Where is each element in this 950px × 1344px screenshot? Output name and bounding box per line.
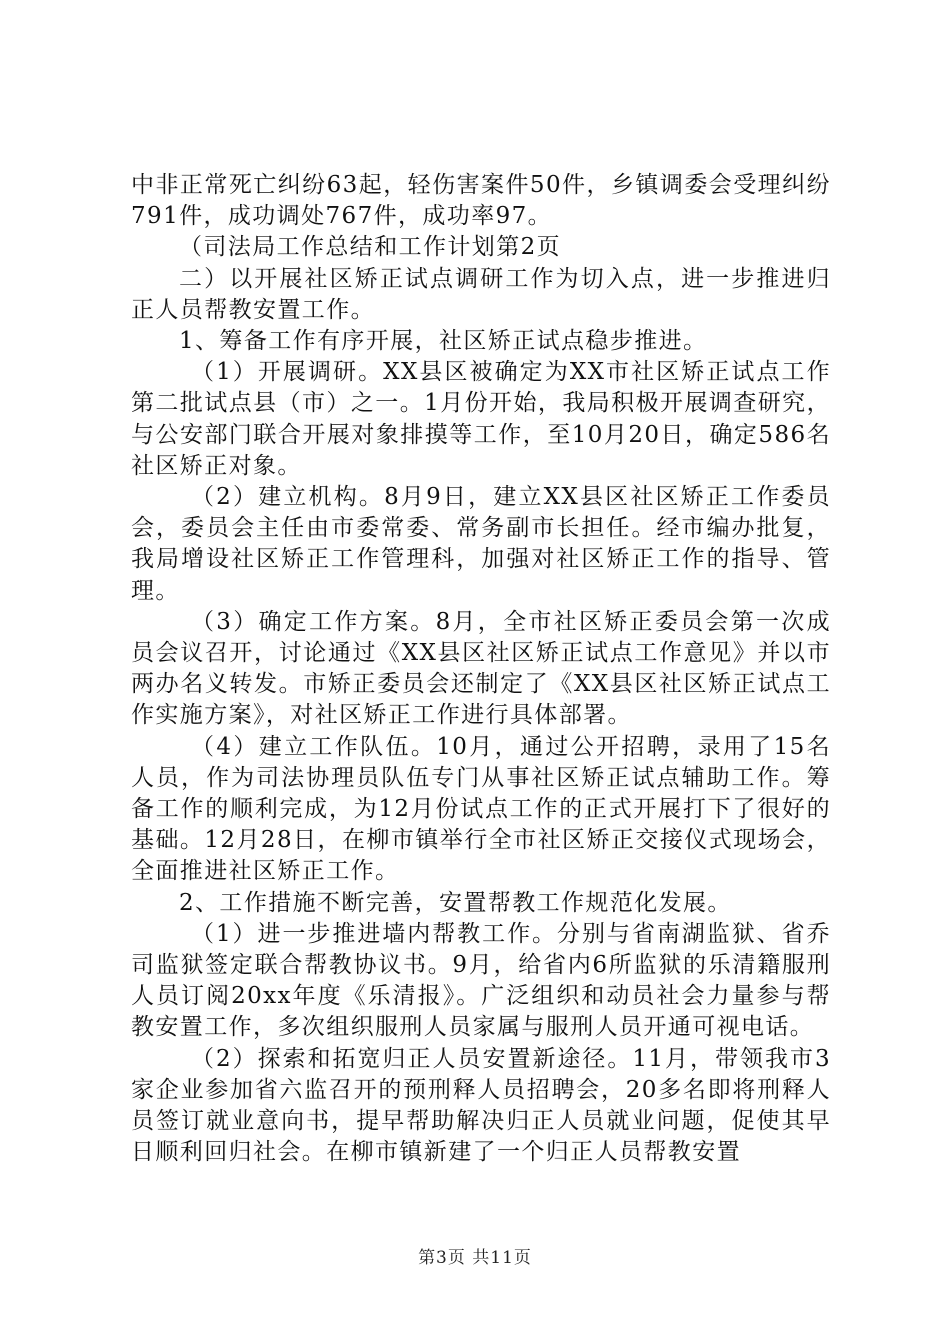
paragraph-page-reference: （司法局工作总结和工作计划第2页 xyxy=(179,234,562,261)
paragraph-item-plan: （3）确定工作方案。8月，全市社区矫正委员会第一次成员会议召开，讨论通过《XX县区社区矫正试点工作意见》并以市两办名义转发。市矫正委员会还制定了《XX县区社区矫正试点工作实施方案》，对社区矫正工作进行具体部署。 xyxy=(131,608,831,729)
paragraph-item-prison-assistance: （1）进一步推进墙内帮教工作。分别与省南湖监狱、省乔司监狱签定联合帮教协议书。9月，给省内6所监狱的乐清籍服刑人员订阅20xx年度《乐清报》。广泛组织和动员社会力量参与帮教安置工作，多次组织服刑人员家属与服刑人员开通可视电话。 xyxy=(131,920,831,1041)
paragraph-item-research: （1）开展调研。XX县区被确定为XX市社区矫正试点工作第二批试点县（市）之一。1月份开始，我局积极开展调查研究，与公安部门联合开展对象排摸等工作，至10月20日，确定586名社区矫正对象。 xyxy=(131,359,831,479)
paragraph-item-organization: （2）建立机构。8月9日，建立XX县区社区矫正工作委员会，委员会主任由市委常委、常务副市长担任。经市编办批复，我局增设社区矫正工作管理科，加强对社区矫正工作的指导、管理。 xyxy=(131,484,831,604)
paragraph-item-team: （4）建立工作队伍。10月，通过公开招聘，录用了15名人员，作为司法协理员队伍专门从事社区矫正试点辅助工作。筹备工作的顺利完成，为12月份试点工作的正式开展打下了很好的基础。12月28日，在柳市镇举行全市社区矫正交接仪式现场会，全面推进社区矫正工作。 xyxy=(131,733,831,885)
paragraph-subheading-1: 1、筹备工作有序开展，社区矫正试点稳步推进。 xyxy=(179,328,708,355)
paragraph-mediation-stats: 中非正常死亡纠纷63起，轻伤害案件50件，乡镇调委会受理纠纷791件，成功调处767件，成功率97。 xyxy=(131,172,831,230)
page-number-footer: 第3页 共11页 xyxy=(418,1248,532,1268)
paragraph-item-resettlement: （2）探索和拓宽归正人员安置新途径。11月，带领我市3家企业参加省六监召开的预刑释人员招聘会，20多名即将刑释人员签订就业意向书，提早帮助解决归正人员就业问题，促使其早日顺利回归社会。在柳市镇新建了一个归正人员帮教安置 xyxy=(131,1045,831,1166)
document-body xyxy=(131,170,831,1169)
paragraph-section-heading-2: 二）以开展社区矫正试点调研工作为切入点，进一步推进归正人员帮教安置工作。 xyxy=(131,265,831,323)
paragraph-subheading-2: 2、工作措施不断完善，安置帮教工作规范化发展。 xyxy=(179,889,732,916)
